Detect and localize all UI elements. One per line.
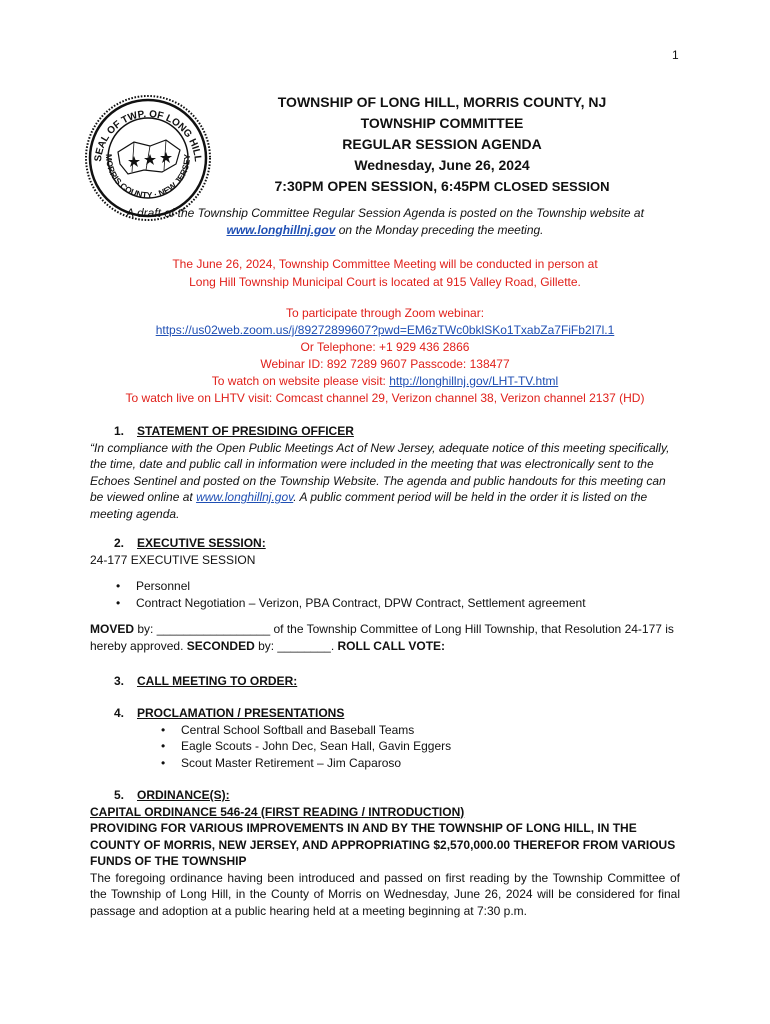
agenda-title bbox=[230, 92, 654, 197]
section-heading: STATEMENT OF PRESIDING OFFICER bbox=[137, 424, 354, 438]
statement-text: “In compliance with the Open Public Meetings Act of New Jersey, adequate notice of this meeting specifically, the time, date and public call in information were included in the meeting that was electronically sent to the Echoes Sentinel and posted on the Township Website. The agenda and public handouts for this meeting can be viewed online at bbox=[90, 440, 670, 504]
zoom-webinar-id: Webinar ID: 892 7289 9607 Passcode: 138477 bbox=[260, 357, 510, 371]
svg-text:SEAL OF TWP. OF LONG HILL: SEAL OF TWP. OF LONG HILL bbox=[92, 108, 204, 163]
ordinance-description: PROVIDING FOR VARIOUS IMPROVEMENTS IN AND BY THE TOWNSHIP OF LONG HILL, IN THE COUNTY OF MORRIS, NEW JERSEY, AND APPROPRIATING $2,570,000.00 THEREFOR FROM VARIOUS FUNDS OF THE TOWNSHIP bbox=[90, 821, 676, 868]
zoom-info bbox=[80, 305, 690, 407]
moved-label: MOVED bbox=[90, 622, 135, 636]
title-line-township: TOWNSHIP OF LONG HILL, MORRIS COUNTY, NJ bbox=[277, 94, 607, 110]
moved-text: by: _________________ of the Township Committee of Long Hill Township, that Resolution 24-177 is hereby approved. bbox=[90, 622, 674, 653]
resolution-label: 24-177 EXECUTIVE SESSION bbox=[90, 552, 256, 567]
roll-call-label: ROLL CALL VOTE: bbox=[337, 638, 446, 653]
list-item: • Scout Master Retirement – Jim Caparoso bbox=[90, 755, 680, 772]
statement-text-end: . A public comment period will be held in the order it is listed on the meeting agenda. bbox=[90, 490, 648, 521]
website-watch-text: To watch on website please visit: bbox=[211, 374, 390, 388]
zoom-phone: Or Telephone: +1 929 436 2866 bbox=[300, 340, 470, 354]
title-line-date: Wednesday, June 26, 2024 bbox=[354, 157, 530, 173]
section-number: 4. bbox=[114, 706, 125, 720]
page-number: 1 bbox=[672, 48, 679, 62]
section-number: 1. bbox=[114, 424, 125, 438]
title-line-session bbox=[230, 176, 654, 197]
ordinance-text: The foregoing ordinance having been introduced and passed on first reading by the Township Committee of the Township of Long Hill, in the County of Morris on Wednesday, June 26, 2024 will be considered for final passage and adoption at a public hearing held at a meeting beginning at 7:30 p.m. bbox=[90, 870, 680, 918]
lhtv-website-link[interactable]: http://longhillnj.gov/LHT-TV.html bbox=[389, 374, 559, 388]
list-item: • Central School Softball and Baseball Teams bbox=[90, 722, 680, 739]
seconded-label: SECONDED bbox=[186, 638, 255, 653]
presentations-list bbox=[90, 722, 680, 772]
section-number: 3. bbox=[114, 674, 125, 688]
township-website-link[interactable]: www.longhillnj.gov bbox=[226, 223, 336, 237]
draft-notice bbox=[80, 205, 690, 239]
section-heading: ORDINANCE(S): bbox=[137, 788, 230, 802]
lhtv-channels: To watch live on LHTV visit: Comcast channel 29, Verizon channel 38, Verizon channel 2137 (HD) bbox=[125, 391, 645, 405]
closed-session-label: CLOSED SESSION bbox=[493, 179, 610, 194]
presiding-statement bbox=[90, 440, 680, 523]
draft-text-end: on the Monday preceding the meeting. bbox=[335, 223, 544, 237]
in-person-line1: The June 26, 2024, Township Committee Meeting will be conducted in person at bbox=[172, 257, 598, 271]
section-heading: CALL MEETING TO ORDER: bbox=[137, 674, 298, 688]
section-executive-session bbox=[90, 535, 680, 654]
executive-topics-list bbox=[90, 578, 680, 611]
title-line-committee: TOWNSHIP COMMITTEE bbox=[360, 115, 524, 131]
zoom-webinar-link[interactable]: https://us02web.zoom.us/j/89272899607?pwd=EM6zTWc0bklSKo1TxabZa7FiFb2I7l.1 bbox=[155, 323, 615, 337]
section-presiding-officer bbox=[90, 423, 680, 522]
in-person-notice bbox=[80, 255, 690, 291]
session-times: 7:30PM OPEN SESSION, 6:45PM bbox=[274, 178, 494, 194]
list-item: • Contract Negotiation – Verizon, PBA Contract, DPW Contract, Settlement agreement bbox=[90, 595, 680, 612]
township-seal-logo bbox=[84, 94, 212, 222]
svg-text:MORRIS COUNTY · NEW JERSEY: MORRIS COUNTY · NEW JERSEY bbox=[103, 153, 193, 201]
list-item: • Personnel bbox=[90, 578, 680, 595]
section-heading: EXECUTIVE SESSION: bbox=[137, 536, 266, 550]
title-line-agenda: REGULAR SESSION AGENDA bbox=[342, 136, 542, 152]
section-ordinances bbox=[90, 787, 680, 919]
seconded-text: by: ________. bbox=[254, 638, 338, 653]
section-proclamations bbox=[90, 705, 680, 771]
section-heading: PROCLAMATION / PRESENTATIONS bbox=[137, 706, 345, 720]
section-number: 5. bbox=[114, 788, 125, 802]
zoom-intro: To participate through Zoom webinar: bbox=[285, 306, 485, 320]
section-call-to-order bbox=[90, 673, 680, 690]
section-number: 2. bbox=[114, 536, 125, 550]
ordinance-title: CAPITAL ORDINANCE 546-24 (FIRST READING / INTRODUCTION) bbox=[90, 804, 465, 819]
motion-text bbox=[90, 621, 680, 654]
agenda-online-link[interactable]: www.longhillnj.gov bbox=[196, 490, 294, 504]
in-person-line2: Long Hill Township Municipal Court is located at 915 Valley Road, Gillette. bbox=[189, 275, 581, 289]
draft-text: A draft of the Township Committee Regular Session Agenda is posted on the Township website at bbox=[126, 206, 644, 220]
list-item: • Eagle Scouts - John Dec, Sean Hall, Gavin Eggers bbox=[90, 738, 680, 755]
